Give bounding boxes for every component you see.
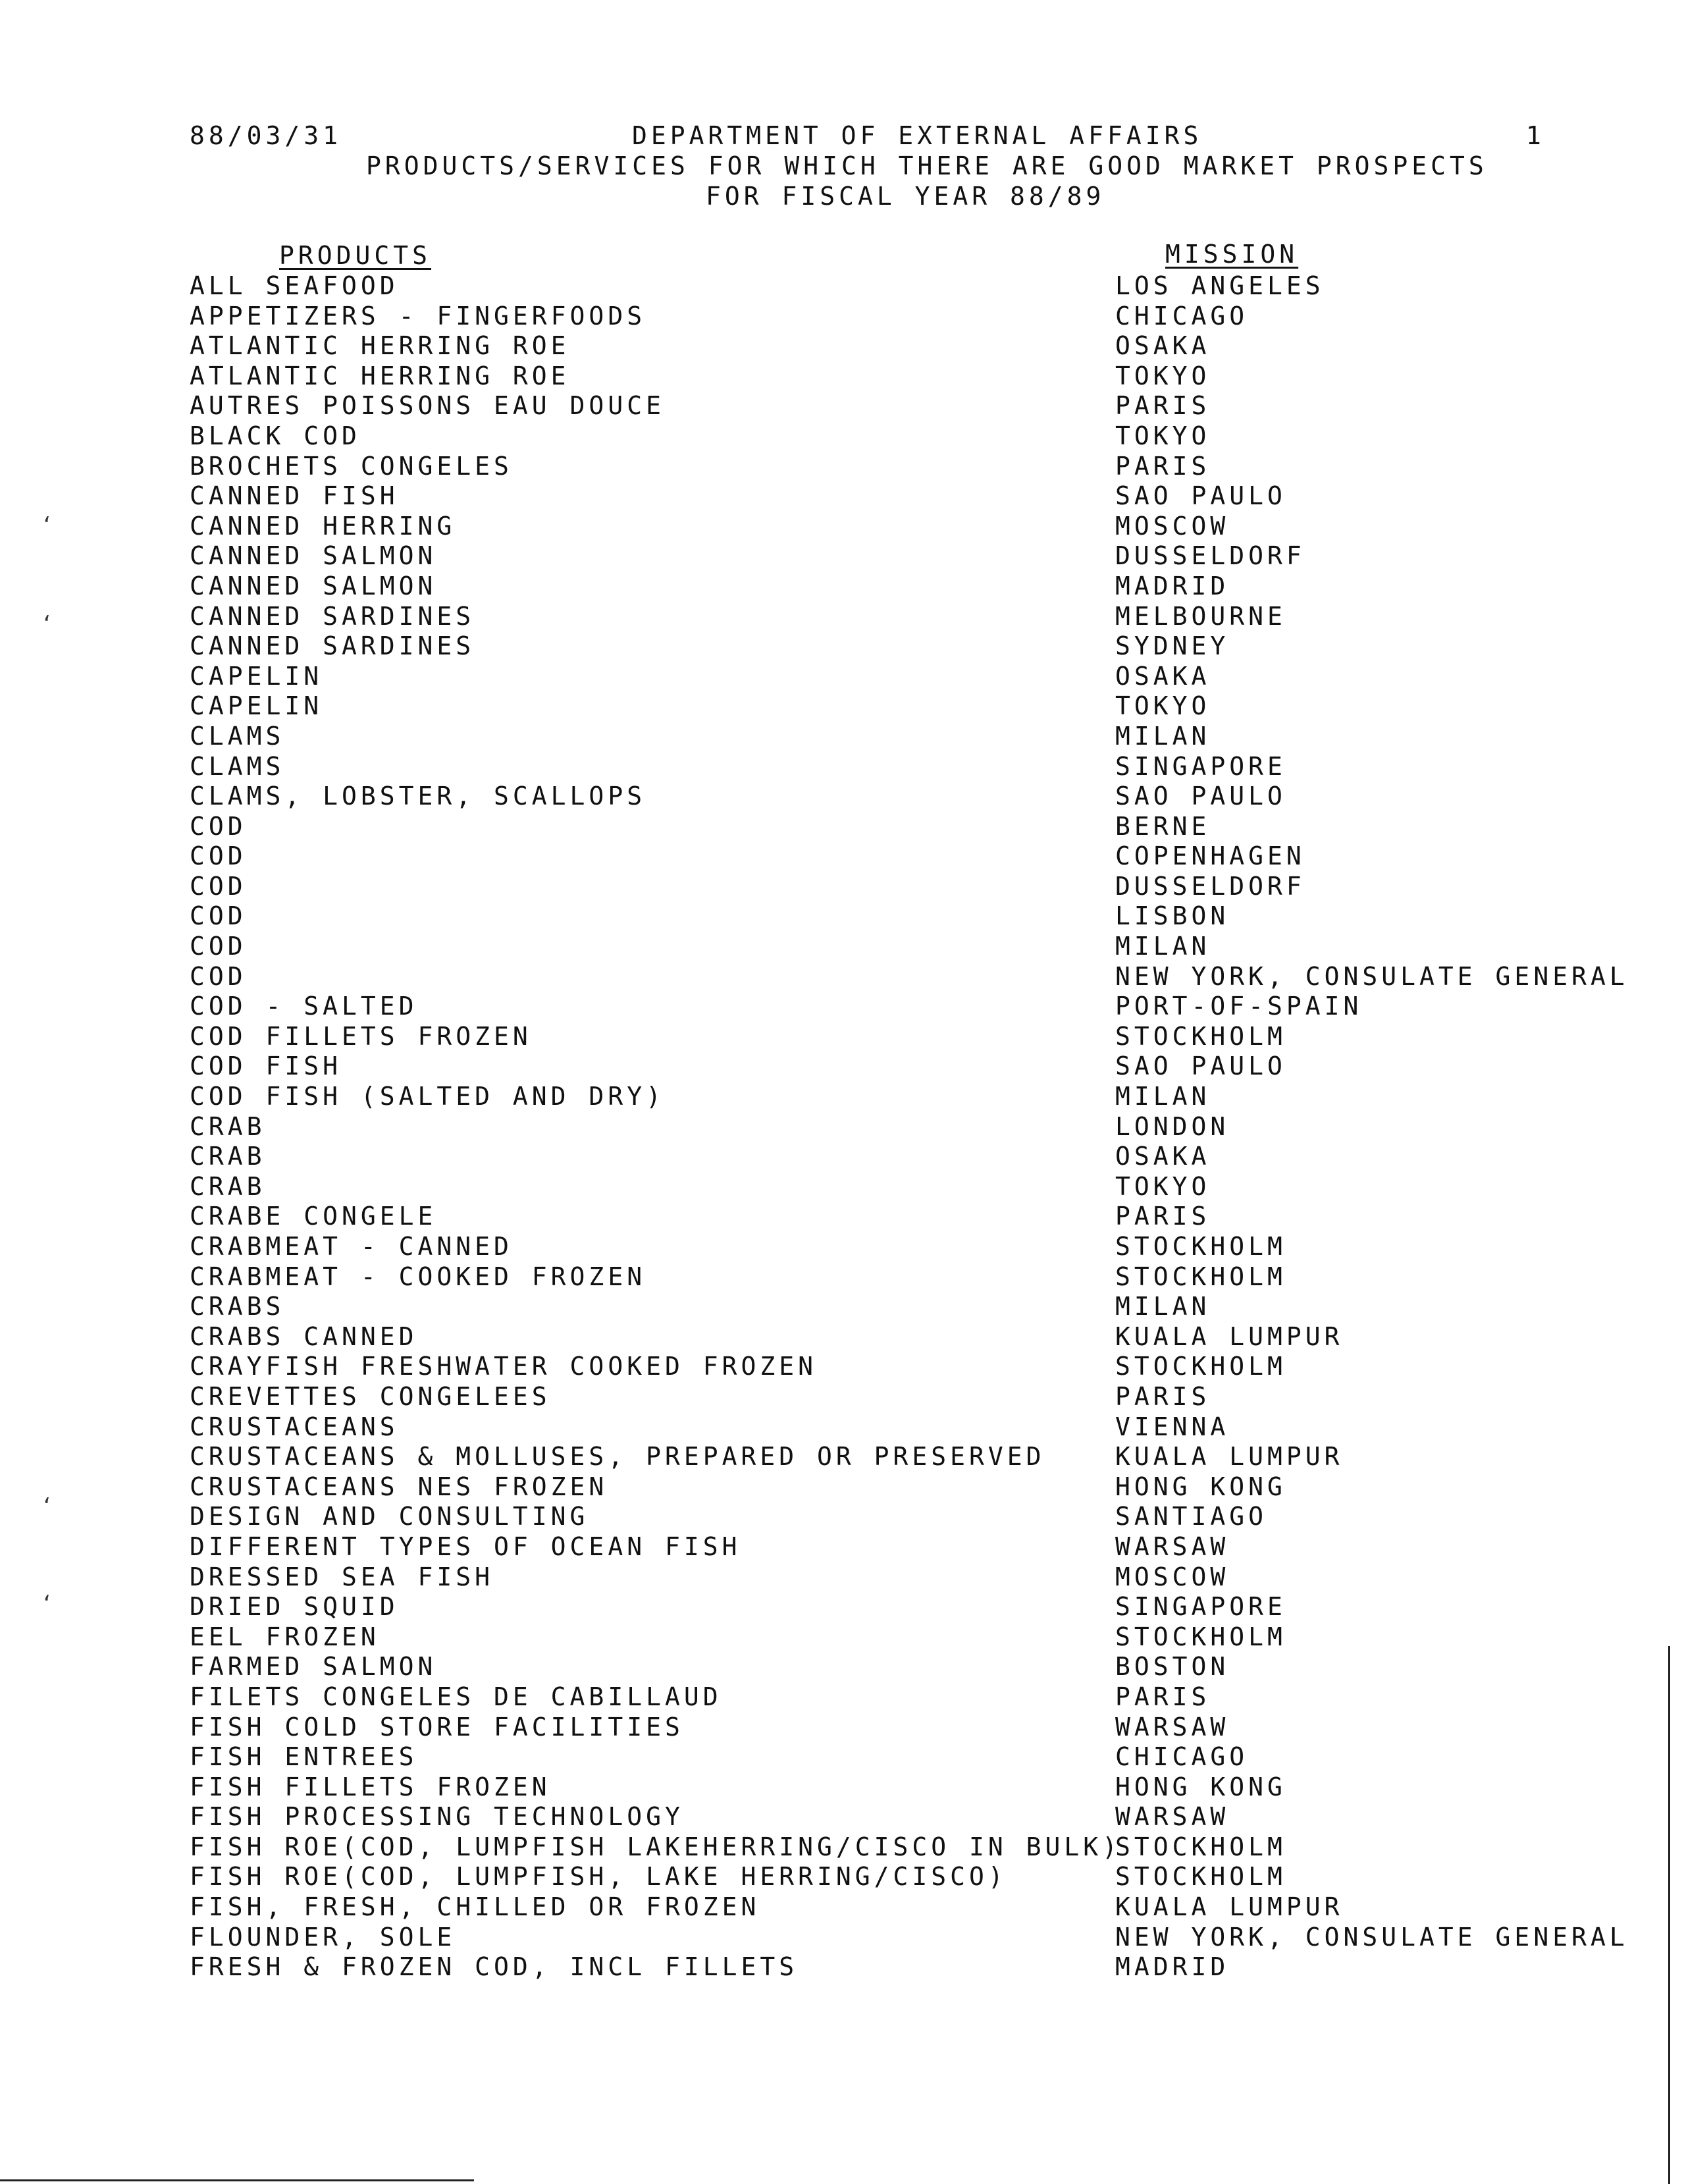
table-row [0,962,1684,992]
table-row [0,1772,1684,1803]
scan-edge-line [1668,1646,1670,2184]
mission-cell: MILAN [1115,1292,1211,1321]
table-row [0,602,1684,632]
mission-cell: OSAKA [1115,331,1211,361]
mission-cell: MELBOURNE [1115,601,1286,631]
table-row [0,512,1684,542]
products-column-header: PRODUCTS [279,241,432,270]
mission-cell: BERNE [1115,811,1211,841]
table-row [0,1442,1684,1472]
mission-cell: SINGAPORE [1115,751,1286,781]
product-cell: DIFFERENT TYPES OF OCEAN FISH [190,1531,741,1561]
product-cell: COD FILLETS FROZEN [190,1021,532,1051]
mission-cell: MOSCOW [1115,511,1230,541]
product-cell: COD [190,961,247,991]
mission-cell: LOS ANGELES [1115,271,1325,300]
product-cell: CANNED FISH [190,481,399,511]
product-cell: FISH PROCESSING TECHNOLOGY [190,1802,684,1832]
product-cell: COD [190,811,247,841]
product-cell: FLOUNDER, SOLE [190,1922,456,1952]
mission-cell: WARSAW [1115,1531,1230,1561]
mission-cell: TOKYO [1115,361,1211,390]
product-cell: CRUSTACEANS & MOLLUSES, PREPARED OR PRESERVED [190,1442,1045,1472]
table-row [0,1832,1684,1863]
product-cell: CLAMS [190,721,285,751]
table-row [0,1502,1684,1532]
scan-speck: ‘ [41,1495,53,1518]
department-title: DEPARTMENT OF EXTERNAL AFFAIRS [632,121,1203,150]
mission-cell: VIENNA [1115,1412,1230,1441]
mission-cell: SINGAPORE [1115,1592,1286,1622]
product-cell: EEL FROZEN [190,1622,380,1651]
table-row [0,1592,1684,1622]
mission-cell: PORT-OF-SPAIN [1115,992,1363,1021]
mission-cell: MILAN [1115,1082,1211,1111]
mission-cell: DUSSELDORF [1115,541,1305,571]
product-cell: CAPELIN [190,691,323,721]
table-row [0,1172,1684,1202]
product-cell: BLACK COD [190,421,361,450]
scan-speck: ‘ [41,612,53,635]
table-row [0,1232,1684,1262]
table-row [0,271,1684,302]
table-row [0,1202,1684,1232]
product-cell: CREVETTES CONGELEES [190,1381,551,1411]
product-cell: CANNED SARDINES [190,631,475,661]
product-cell: COD [190,871,247,901]
table-row [0,691,1684,722]
product-cell: COD [190,932,247,961]
mission-cell: SAO PAULO [1115,782,1286,811]
product-cell: COD FISH (SALTED AND DRY) [190,1082,665,1111]
table-row [0,1532,1684,1562]
product-cell: ATLANTIC HERRING ROE [190,361,570,390]
product-cell: CLAMS, LOBSTER, SCALLOPS [190,782,646,811]
product-cell: COD [190,901,247,931]
table-row [0,1082,1684,1112]
mission-cell: PARIS [1115,1202,1211,1231]
product-cell: DRESSED SEA FISH [190,1562,494,1591]
mission-cell: STOCKHOLM [1115,1622,1286,1651]
mission-cell: STOCKHOLM [1115,1232,1286,1261]
mission-cell: SANTIAGO [1115,1502,1268,1531]
table-row [0,722,1684,752]
table-row [0,662,1684,692]
mission-cell: TOKYO [1115,1171,1211,1201]
product-cell: CRUSTACEANS [190,1412,399,1441]
table-row [0,421,1684,452]
product-cell: CLAMS [190,751,285,781]
product-cell: FARMED SALMON [190,1652,437,1682]
table-row [0,572,1684,602]
product-cell: CAPELIN [190,661,323,691]
product-cell: FISH ROE(COD, LUMPFISH LAKEHERRING/CISCO IN BULK) [190,1832,1122,1861]
mission-cell: NEW YORK, CONSULATE GENERAL [1115,1922,1629,1952]
product-cell: BROCHETS CONGELES [190,451,513,481]
product-cell: COD - SALTED [190,992,418,1021]
mission-cell: SYDNEY [1115,631,1230,661]
table-row [0,1742,1684,1772]
product-cell: CANNED SALMON [190,541,437,571]
table-row [0,1112,1684,1142]
product-cell: CRAYFISH FRESHWATER COOKED FROZEN [190,1352,817,1381]
product-cell: CRUSTACEANS NES FROZEN [190,1472,608,1501]
mission-cell: COPENHAGEN [1115,841,1305,871]
mission-cell: HONG KONG [1115,1772,1286,1801]
table-row [0,481,1684,512]
mission-cell: DUSSELDORF [1115,871,1305,901]
table-row [0,631,1684,662]
mission-cell: MILAN [1115,721,1211,751]
product-cell: ATLANTIC HERRING ROE [190,331,570,361]
table-row [0,1923,1684,1953]
table-row [0,1622,1684,1653]
product-cell: CRABMEAT - CANNED [190,1232,513,1261]
table-row [0,1682,1684,1713]
mission-cell: WARSAW [1115,1712,1230,1742]
page-number: 1 [1526,121,1545,150]
table-row [0,1022,1684,1052]
table-row [0,932,1684,962]
product-cell: CRABS CANNED [190,1321,418,1351]
mission-cell: KUALA LUMPUR [1115,1442,1344,1472]
mission-cell: PARIS [1115,1682,1211,1711]
product-cell: DRIED SQUID [190,1592,399,1622]
product-cell: DESIGN AND CONSULTING [190,1502,589,1531]
product-cell: FISH, FRESH, CHILLED OR FROZEN [190,1892,760,1922]
scan-speck: ‘ [41,514,53,537]
product-cell: FISH ENTREES [190,1742,418,1772]
mission-cell: MOSCOW [1115,1562,1230,1591]
table-row [0,1713,1684,1743]
report-date: 88/03/31 [190,121,342,150]
table-row [0,302,1684,332]
scan-edge-line [0,2179,474,2181]
product-cell: FILETS CONGELES DE CABILLAUD [190,1682,722,1711]
mission-cell: TOKYO [1115,691,1211,721]
mission-cell: MADRID [1115,1952,1230,1982]
table-row [0,812,1684,842]
table-row [0,752,1684,782]
product-cell: FRESH & FROZEN COD, INCL FILLETS [190,1952,799,1982]
mission-cell: OSAKA [1115,1142,1211,1171]
table-row [0,391,1684,421]
table-row [0,1382,1684,1412]
table-row [0,1352,1684,1382]
fiscal-year-line: FOR FISCAL YEAR 88/89 [706,182,1105,211]
table-row [0,1562,1684,1593]
product-cell: FISH FILLETS FROZEN [190,1772,551,1801]
table-row [0,452,1684,482]
report-subtitle: PRODUCTS/SERVICES FOR WHICH THERE ARE GOOD MARKET PROSPECTS [366,151,1488,180]
mission-cell: CHICAGO [1115,301,1249,331]
table-row [0,1052,1684,1082]
table-row [0,782,1684,812]
table-row [0,1262,1684,1292]
product-cell: CANNED HERRING [190,511,456,541]
table-row [0,1862,1684,1892]
table-row [0,541,1684,572]
table-row [0,1952,1684,1983]
mission-cell: STOCKHOLM [1115,1832,1286,1861]
product-cell: FISH ROE(COD, LUMPFISH, LAKE HERRING/CISCO) [190,1862,1007,1892]
product-cell: CANNED SARDINES [190,601,475,631]
product-cell: CRABE CONGELE [190,1202,437,1231]
table-row [0,872,1684,902]
product-cell: AUTRES POISSONS EAU DOUCE [190,391,665,421]
product-cell: APPETIZERS - FINGERFOODS [190,301,646,331]
table-row [0,1802,1684,1832]
product-cell: CRABS [190,1292,285,1321]
table-row [0,1412,1684,1443]
table-row [0,1652,1684,1682]
mission-cell: NEW YORK, CONSULATE GENERAL [1115,961,1629,991]
product-cell: CRAB [190,1171,266,1201]
mission-cell: CHICAGO [1115,1742,1249,1772]
table-row [0,1142,1684,1172]
product-cell: FISH COLD STORE FACILITIES [190,1712,684,1742]
mission-cell: BOSTON [1115,1652,1230,1682]
table-row [0,1472,1684,1503]
mission-cell: SAO PAULO [1115,1052,1286,1081]
product-cell: CRAB [190,1111,266,1141]
scan-speck: ‘ [41,1592,53,1615]
table-row [0,331,1684,361]
mission-column-header: MISSION [1165,240,1299,269]
mission-cell: WARSAW [1115,1802,1230,1832]
table-row [0,1292,1684,1322]
mission-cell: STOCKHOLM [1115,1352,1286,1381]
mission-cell: STOCKHOLM [1115,1021,1286,1051]
product-cell: CRAB [190,1142,266,1171]
product-cell: ALL SEAFOOD [190,271,399,300]
mission-cell: HONG KONG [1115,1472,1286,1501]
table-row [0,361,1684,392]
product-cell: CANNED SALMON [190,571,437,600]
mission-cell: PARIS [1115,1381,1211,1411]
table-row [0,1322,1684,1352]
product-cell: COD FISH [190,1052,342,1081]
mission-cell: KUALA LUMPUR [1115,1321,1344,1351]
table-row [0,841,1684,872]
mission-cell: LISBON [1115,901,1230,931]
mission-cell: MILAN [1115,932,1211,961]
mission-cell: PARIS [1115,391,1211,421]
mission-cell: KUALA LUMPUR [1115,1892,1344,1922]
mission-cell: MADRID [1115,571,1230,600]
product-list [0,271,1684,1983]
mission-cell: LONDON [1115,1111,1230,1141]
mission-cell: STOCKHOLM [1115,1262,1286,1291]
mission-cell: SAO PAULO [1115,481,1286,511]
table-row [0,992,1684,1022]
mission-cell: TOKYO [1115,421,1211,450]
product-cell: COD [190,841,247,871]
table-row [0,1892,1684,1923]
mission-cell: OSAKA [1115,661,1211,691]
mission-cell: PARIS [1115,451,1211,481]
table-row [0,901,1684,932]
product-cell: CRABMEAT - COOKED FROZEN [190,1262,646,1291]
mission-cell: STOCKHOLM [1115,1862,1286,1892]
